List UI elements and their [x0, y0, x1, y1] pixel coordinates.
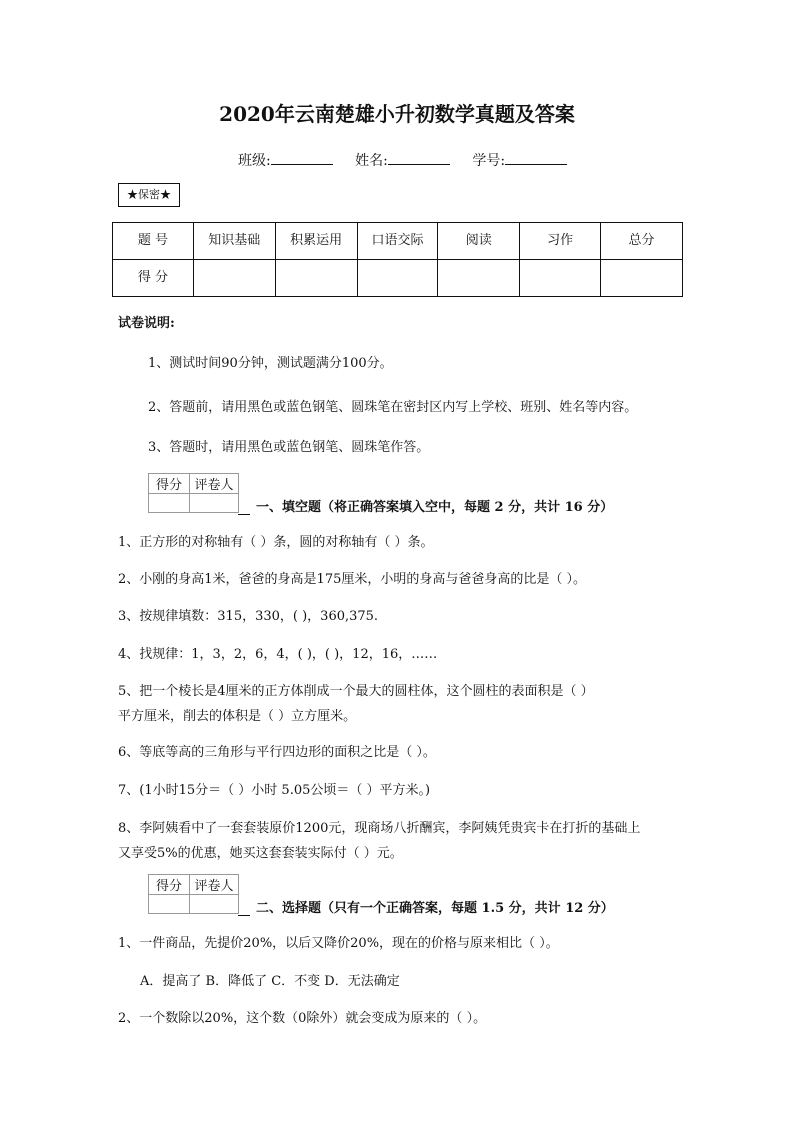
- section-divider: [238, 514, 250, 515]
- header-cell: 阅读: [438, 223, 520, 260]
- score-cell[interactable]: [357, 260, 438, 297]
- header-cell: 习作: [520, 223, 601, 260]
- question-item: 3、按规律填数：315，330，( )，360,375.: [118, 609, 379, 624]
- grader-score-cell[interactable]: [149, 895, 190, 914]
- class-label: 班级:: [238, 153, 271, 169]
- question-item: 1、一件商品，先提价20%，以后又降价20%，现在的价格与原来相比（ ）。: [118, 936, 559, 951]
- grader-name-label: 评卷人: [190, 474, 239, 494]
- confidential-badge: ★保密★: [118, 183, 180, 207]
- score-cell[interactable]: [193, 260, 275, 297]
- question-item: 2、一个数除以20%，这个数（0除外）就会变成为原来的（ ）。: [118, 1011, 487, 1026]
- score-cell[interactable]: [601, 260, 683, 297]
- question-item: 8、李阿姨看中了一套套装原价1200元，现商场八折酬宾，李阿姨凭贵宾卡在打折的基础上: [118, 821, 641, 836]
- grader-name-cell[interactable]: [190, 895, 239, 914]
- page-title: 2020年云南楚雄小升初数学真题及答案: [219, 102, 575, 126]
- score-cell[interactable]: [438, 260, 520, 297]
- class-blank[interactable]: [271, 150, 333, 165]
- section-divider: [238, 915, 250, 916]
- instruction-item: 2、答题前，请用黑色或蓝色钢笔、圆珠笔在密封区内写上学校、班别、姓名等内容。: [148, 400, 638, 415]
- score-table: [112, 222, 683, 297]
- section2-title: 二、选择题（只有一个正确答案，每题 1.5 分，共计 12 分）: [256, 901, 614, 916]
- student-info-line: [238, 150, 585, 170]
- name-label: 姓名:: [355, 153, 388, 169]
- grader-box-1: [148, 473, 239, 513]
- score-cell[interactable]: [520, 260, 601, 297]
- name-blank[interactable]: [388, 150, 450, 165]
- section1-title: 一、填空题（将正确答案填入空中，每题 2 分，共计 16 分）: [256, 500, 614, 515]
- score-cell[interactable]: [275, 260, 357, 297]
- header-cell: 总分: [601, 223, 683, 260]
- question-item: 6、等底等高的三角形与平行四边形的面积之比是（ ）。: [118, 745, 436, 760]
- row-label-cell: 得 分: [113, 260, 194, 297]
- question-item: 4、找规律：1，3，2，6，4，( )，( )，12，16，……: [118, 647, 438, 662]
- score-table-score-row: [113, 260, 683, 297]
- grader-name-label: 评卷人: [190, 875, 239, 895]
- question-item: 7、(1小时15分＝（ ）小时 5.05公顷＝（ ）平方米。): [118, 783, 431, 798]
- grader-box-2: [148, 874, 239, 914]
- header-cell: 积累运用: [275, 223, 357, 260]
- grader-score-cell[interactable]: [149, 494, 190, 513]
- header-cell: 口语交际: [357, 223, 438, 260]
- instruction-item: 3、答题时，请用黑色或蓝色钢笔、圆珠笔作答。: [148, 440, 430, 455]
- question-item-continued: 平方厘米，削去的体积是（ ）立方厘米。: [118, 709, 357, 724]
- header-cell: 题 号: [113, 223, 194, 260]
- header-cell: 知识基础: [193, 223, 275, 260]
- question-item: 2、小刚的身高1米，爸爸的身高是175厘米，小明的身高与爸爸身高的比是（ ）。: [118, 572, 586, 587]
- instruction-item: 1、测试时间90分钟，测试题满分100分。: [148, 356, 393, 371]
- id-blank[interactable]: [505, 150, 567, 165]
- grader-score-label: 得分: [149, 875, 190, 895]
- question-item-continued: 又享受5%的优惠，她买这套套装实际付（ ）元。: [118, 846, 403, 861]
- score-table-header-row: [113, 223, 683, 260]
- answer-options: A．提高了 B．降低了 C．不变 D．无法确定: [140, 974, 400, 989]
- grader-name-cell[interactable]: [190, 494, 239, 513]
- id-label: 学号:: [472, 153, 506, 169]
- question-item: 5、把一个棱长是4厘米的正方体削成一个最大的圆柱体，这个圆柱的表面积是（ ）: [118, 684, 594, 699]
- grader-score-label: 得分: [149, 474, 190, 494]
- instructions-heading: 试卷说明:: [118, 316, 175, 331]
- question-item: 1、正方形的对称轴有（ ）条，圆的对称轴有（ ）条。: [118, 535, 434, 550]
